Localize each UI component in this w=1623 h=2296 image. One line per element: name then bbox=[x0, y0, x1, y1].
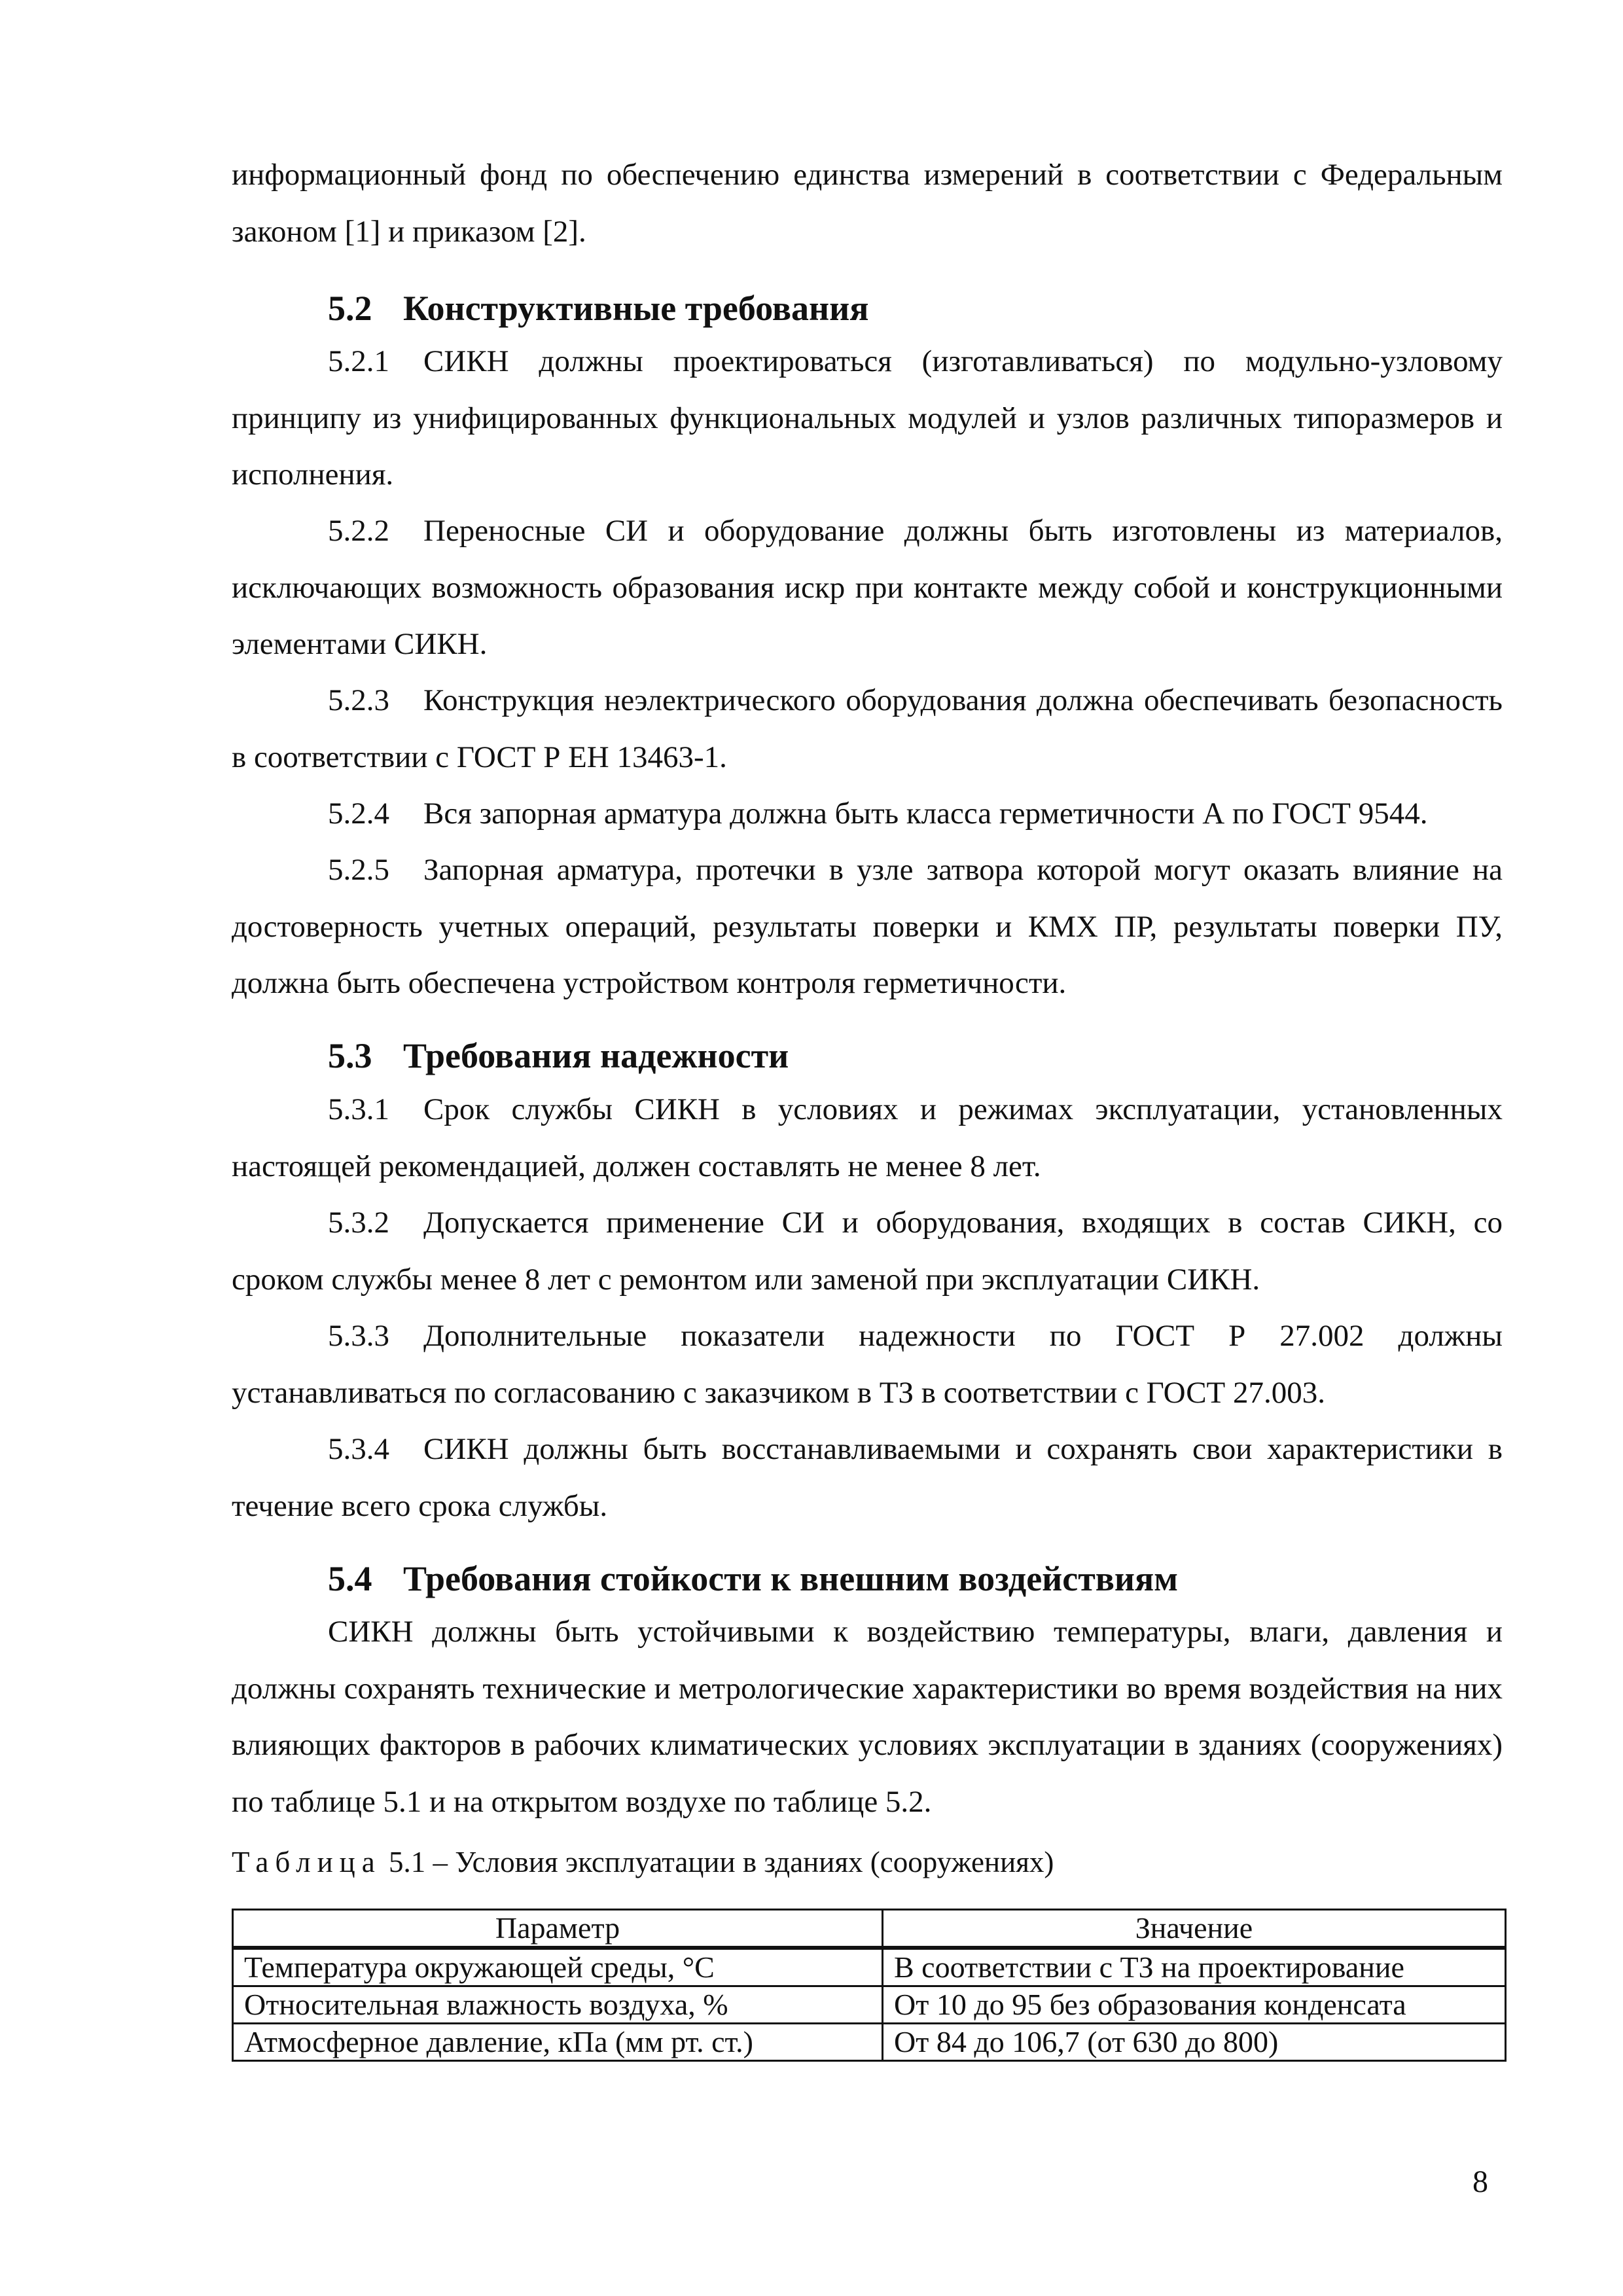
table-row bbox=[233, 2024, 1506, 2061]
intro-paragraph: информационный фонд по обеспечению единства измерений в соответствии с Федеральным законом [1] и приказом [2]. bbox=[232, 158, 1503, 249]
section-5-4-heading bbox=[328, 1556, 1178, 1602]
section-title: Требования надежности bbox=[403, 1036, 789, 1075]
paragraph-number: 5.2.2 bbox=[328, 514, 389, 548]
section-5-2-heading bbox=[328, 285, 868, 331]
section-number: 5.2 bbox=[328, 289, 372, 328]
paragraph-5-3-1 bbox=[232, 1081, 1503, 1194]
paragraph-5-2-1 bbox=[232, 333, 1503, 503]
paragraph-number: 5.2.3 bbox=[328, 683, 389, 717]
paragraph-number: 5.2.5 bbox=[328, 853, 389, 887]
section-title: Конструктивные требования bbox=[403, 289, 869, 328]
paragraph-number: 5.3.2 bbox=[328, 1206, 389, 1240]
paragraph-5-3-3 bbox=[232, 1308, 1503, 1421]
table-header-row bbox=[233, 1910, 1506, 1948]
paragraph-5-3-4 bbox=[232, 1421, 1503, 1534]
paragraph-number: 5.3.3 bbox=[328, 1319, 389, 1353]
table-caption-text: 5.1 – Условия эксплуатации в зданиях (сооружениях) bbox=[381, 1846, 1054, 1878]
table-cell: Температура окружающей среды, °С bbox=[233, 1948, 883, 1986]
section-title: Требования стойкости к внешним воздействиям bbox=[403, 1559, 1179, 1598]
paragraph-text: Вся запорная арматура должна быть класса герметичности А по ГОСТ 9544. bbox=[423, 797, 1428, 831]
paragraph-text: Допускается применение СИ и оборудования, входящих в состав СИКН, со сроком службы менее 8 лет с ремонтом или заменой при эксплуатации СИКН. bbox=[232, 1206, 1503, 1297]
table-caption bbox=[232, 1839, 1054, 1885]
paragraph-text: Срок службы СИКН в условиях и режимах эксплуатации, установленных настоящей рекомендацией, должен составлять не менее 8 лет. bbox=[232, 1092, 1503, 1183]
table-caption-word: Таблица bbox=[232, 1846, 382, 1878]
paragraph-number: 5.3.4 bbox=[328, 1432, 389, 1466]
paragraph-5-3-2 bbox=[232, 1194, 1503, 1308]
table-header-cell: Значение bbox=[883, 1910, 1506, 1948]
paragraph-5-2-2 bbox=[232, 503, 1503, 673]
table-cell: От 84 до 106,7 (от 630 до 800) bbox=[883, 2024, 1506, 2061]
paragraph-text: Конструкция неэлектрического оборудования должна обеспечивать безопасность в соответствии с ГОСТ Р ЕН 13463-1. bbox=[232, 683, 1503, 774]
table-row bbox=[233, 1948, 1506, 1986]
table-cell: В соответствии с ТЗ на проектирование bbox=[883, 1948, 1506, 1986]
operating-conditions-table bbox=[232, 1909, 1507, 2062]
paragraph-5-2-3 bbox=[232, 672, 1503, 785]
table-cell: Атмосферное давление, кПа (мм рт. ст.) bbox=[233, 2024, 883, 2061]
paragraph-text: СИКН должны быть восстанавливаемыми и сохранять свои характеристики в течение всего срока службы. bbox=[232, 1432, 1503, 1523]
section-5-3-heading bbox=[328, 1033, 789, 1079]
table-header-cell: Параметр bbox=[233, 1910, 883, 1948]
section-number: 5.3 bbox=[328, 1036, 372, 1075]
paragraph-text: Дополнительные показатели надежности по ГОСТ Р 27.002 должны устанавливаться по согласованию с заказчиком в ТЗ в соответствии с ГОСТ 27.003. bbox=[232, 1319, 1503, 1410]
paragraph-5-2-5 bbox=[232, 842, 1503, 1012]
table-cell: От 10 до 95 без образования конденсата bbox=[883, 1986, 1506, 2024]
paragraph-number: 5.2.4 bbox=[328, 797, 389, 831]
paragraph-number: 5.3.1 bbox=[328, 1092, 389, 1126]
page-number: 8 bbox=[1472, 2164, 1488, 2199]
paragraph-text: Запорная арматура, протечки в узле затвора которой могут оказать влияние на достоверность учетных операций, результаты поверки и КМХ ПР, результаты поверки ПУ, должна быть обеспечена устройством контроля герметичности. bbox=[232, 853, 1503, 1000]
paragraph-text: СИКН должны проектироваться (изготавливаться) по модульно-узловому принципу из унифицированных функциональных модулей и узлов различных типоразмеров и исполнения. bbox=[232, 344, 1503, 492]
paragraph-number: 5.2.1 bbox=[328, 344, 389, 378]
paragraph-5-2-4 bbox=[232, 785, 1503, 842]
table-cell: Относительная влажность воздуха, % bbox=[233, 1986, 883, 2024]
paragraph-5-4: СИКН должны быть устойчивыми к воздействию температуры, влаги, давления и должны сохранять технические и метрологические характеристики во время воздействия на них влияющих факторов в рабочих климатических условиях эксплуатации в зданиях (сооружениях) по таблице 5.1 и на открытом воздухе по таблице 5.2. bbox=[232, 1615, 1503, 1819]
section-number: 5.4 bbox=[328, 1559, 372, 1598]
table-row bbox=[233, 1986, 1506, 2024]
paragraph-text: Переносные СИ и оборудование должны быть изготовлены из материалов, исключающих возможность образования искр при контакте между собой и конструкционными элементами СИКН. bbox=[232, 514, 1503, 661]
